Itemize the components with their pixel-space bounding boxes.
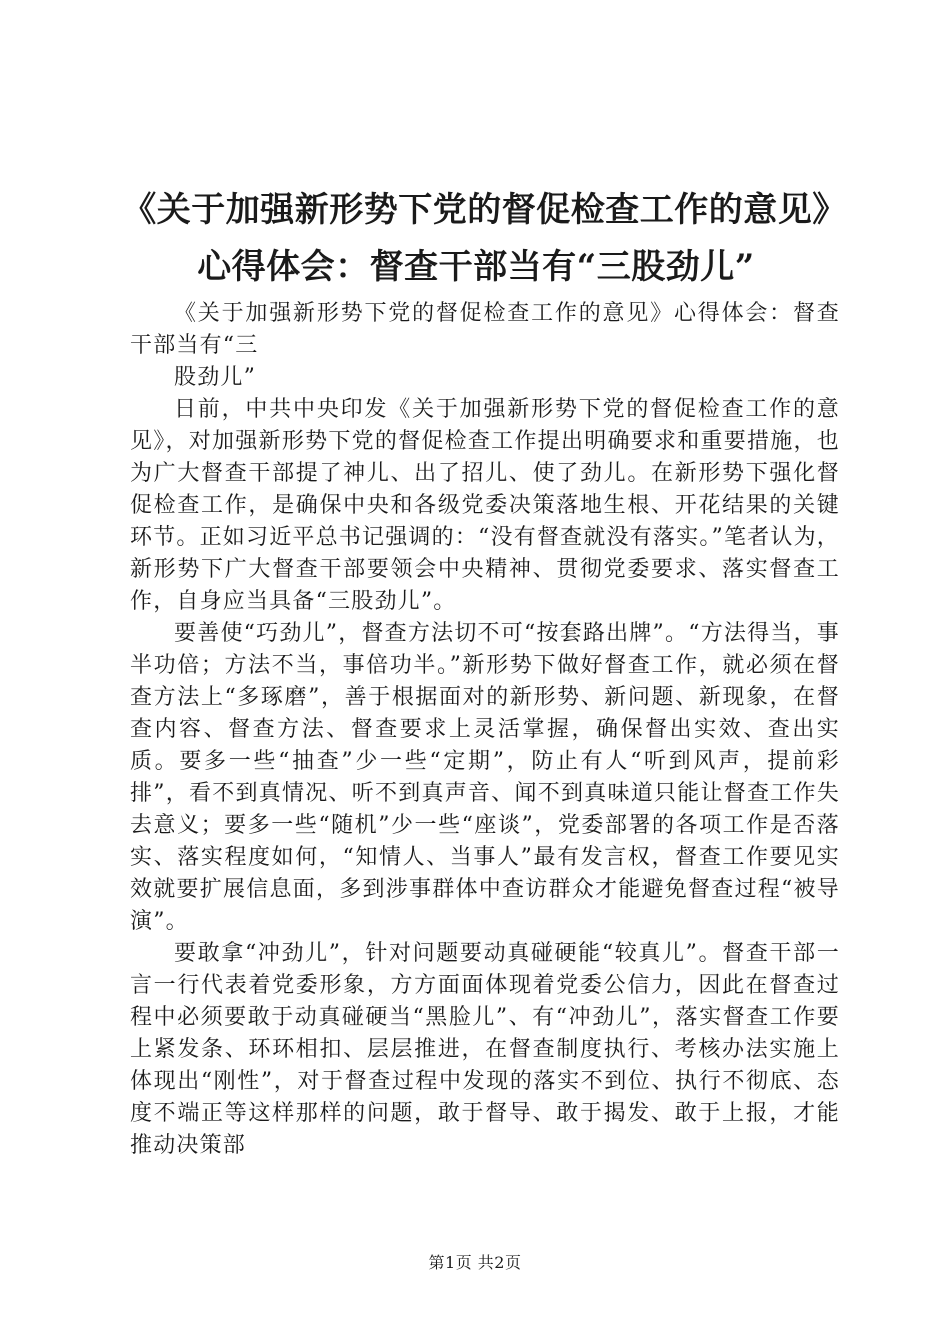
subtitle-line-1: 《关于加强新形势下党的督促检查工作的意见》心得体会：督查干部当有“三 — [130, 301, 840, 358]
document-body — [130, 298, 840, 1162]
subtitle-line-2: 股劲儿” — [174, 365, 257, 390]
paragraph: 日前，中共中央印发《关于加强新形势下党的督促检查工作的意见》，对加强新形势下党的督促检查工作提出明确要求和重要措施，也为广大督查干部提了神儿、出了招儿、使了劲儿。在新形势下强化督促检查工作，是确保中央和各级党委决策落地生根、开花结果的关键环节。正如习近平总书记强调的：“没有督查就没有落实。”笔者认为，新形势下广大督查干部要领会中央精神、贯彻党委要求、落实督查工作，自身应当具备“三股劲儿”。 — [130, 397, 840, 614]
paragraph: 要敢拿“冲劲儿”，针对问题要动真碰硬能“较真儿”。督查干部一言一行代表着党委形象，方方面面体现着党委公信力，因此在督查过程中必须要敢于动真碰硬当“黑脸儿”、有“冲劲儿”，落实督查工作要上紧发条、环环相扣、层层推进，在督查制度执行、考核办法实施上体现出“刚性”，对于督查过程中发现的落实不到位、执行不彻底、态度不端正等这样那样的问题，敢于督导、敢于揭发、敢于上报，才能推动决策部 — [130, 941, 840, 1158]
paragraph: 要善使“巧劲儿”，督查方法切不可“按套路出牌”。“方法得当，事半功倍；方法不当，事倍功半。”新形势下做好督查工作，就必须在督查方法上“多琢磨”，善于根据面对的新形势、新问题、新现象，在督查内容、督查方法、督查要求上灵活掌握，确保督出实效、查出实质。要多一些“抽查”少一些“定期”，防止有人“听到风声，提前彩排”，看不到真情况、听不到真声音、闻不到真味道只能让督查工作失去意义；要多一些“随机”少一些“座谈”，党委部署的各项工作是否落实、落实程度如何，“知情人、当事人”最有发言权，督查工作要见实效就要扩展信息面，多到涉事群体中查访群众才能避免督查过程“被导演”。 — [130, 621, 840, 934]
document-title: 《关于加强新形势下党的督促检查工作的意见》心得体会：督查干部当有“三股劲儿” — [122, 190, 830, 287]
page-number-footer: 第1页 共2页 — [428, 1253, 522, 1272]
